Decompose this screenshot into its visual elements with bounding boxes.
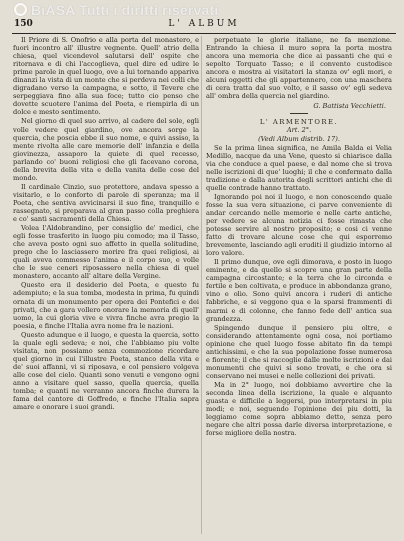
paragraph: Ma in 2° luogo, noi dobbiamo avvertire che la seconda linea della iscrizione, la quale e alquanto guasta e difficile a leggersi, puo interpretarsi in piu modi; e noi, seguendo l'opinione dei piu dotti, la leggiamo come sopra abbiamo detto, senza pero negare che altri possa darle diversa interpretazione, e forse migliore della nostra. [206, 380, 392, 438]
column-divider [201, 36, 202, 534]
watermark [14, 2, 218, 18]
watermark-text: BiASA Tutti i diritti riservati [31, 2, 219, 18]
left-column [13, 36, 199, 536]
page-header [14, 19, 394, 31]
circle-logo-icon [14, 3, 27, 16]
page-number: 150 [14, 19, 33, 29]
section-subtitle: Art. 2°. [286, 126, 312, 135]
paragraph: Il cardinale Cinzio, suo protettore, andava spesso a visitarlo, e lo conforto di parole di speranza; ma il Poeta, che sentiva avvicinarsi il suo fine, tranquillo e rassegnato, si preparava al gran passo colla preghiera e co' santi sacramenti della Chiesa. [13, 182, 199, 224]
paragraph: Volea l'Aldobrandino, per consiglio de' medici, che egli fosse trasferito in luogo piu comodo; ma il Tasso, che aveva posto ogni suo affetto in quella solitudine, prego che lo lasciassero morire fra quei religiosi, ai quali aveva commesso l'anima e il corpo suo, e volle che le sue ceneri riposassero nella chiesa di quel monastero, accanto all' altare della Vergine. [13, 224, 199, 281]
paragraph: Il Priore di S. Onofrio e alla porta del monastero, e fuori incontro all' illustre vegnente. Quell' atrio della chiesa, quel vicendevol salutarsi dell' ospite che ritornava e di chi l'accoglieva, quel dire ed udire le prime parole in quel luogo, ove a lui tornando appariva dinanzi la vista di un monte che si perdeva nei colli che digradano verso la campagna, e sotto, il Tevere che serpeggiava fino alla sua foce; tutto cio penso che dovette scuotere l'anima del Poeta, e riempirla di un dolce e mesto sentimento. [13, 36, 199, 117]
paragraph: Nel giorno di quel suo arrivo, al cadere del sole, egli volle vedere quel giardino, ove ancora sorge la quercia, che poscia ebbe il suo nome, e quivi assiso, la mente rivolta alle care memorie dell' infanzia e della giovinezza, assaporo la quiete di quel recesso, parlando co' buoni religiosi che gli facevano corona, della brevita della vita e della vanita delle cose del mondo. [13, 117, 199, 182]
section-divider [290, 113, 308, 114]
paragraph: Questo adunque e il luogo, e questa la quercia, sotto la quale egli sedeva; e noi, che l'abbiamo piu volte visitata, non possiamo senza commozione ricordare quel giorno in cui l'illustre Poeta, stanco della vita e de' suoi affanni, vi si riposava, e col pensiero volgeva alle cose del cielo. Quanti sono venuti e vengono ogni anno a visitare quel sasso, quella quercia, quella tomba; e quanti ne verranno ancora finche durera la fama del cantore di Goffredo, e finche l'Italia sapra amare e onorare i suoi grandi. [13, 330, 199, 412]
paragraph: Ignorando poi noi il luogo, e non conoscendo quale fosse la sua vera situazione, ci parve conveniente di andar cercando nelle memorie e nelle carte antiche, per vedere se alcuna notizia ci fosse rimasta che potesse servire al nostro proposito; e cosi ci venne fatto di trovare alcune cose che qui esporremo brevemente, lasciando agli eruditi il giudizio intorno al loro valore. [206, 192, 392, 258]
paragraph: Spingendo dunque il pensiero piu oltre, e considerando attentamente ogni cosa, noi portiamo opinione che quel luogo fosse abitato fin da tempi antichissimi, e che la sua popolazione fosse numerosa e fiorente; il che si raccoglie dalle molte iscrizioni e dai monumenti che quivi si sono trovati, e che ora si conservano nei musei e nelle collezioni dei privati. [206, 323, 392, 380]
section-note: (Vedi Album distrib. 17). [258, 134, 340, 143]
header-rule [12, 33, 396, 34]
paragraph: perpetuate le glorie italiane, ne fa menzione. Entrando la chiesa il muro sopra la porta mostra ancora una memoria che dice ai passanti che qui e sepolto Torquato Tasso; e il convento custodisce ancora e mostra ai visitatori la stanza ov' egli mori, e alcuni oggetti che gli appartennero, con una maschera di cera tratta dal suo volto, e il sasso ov' egli sedeva all' ombra della quercia nel giardino. [206, 36, 392, 101]
right-column [206, 36, 392, 536]
journal-title: L' ALBUM [168, 19, 240, 29]
section-title: L' ARMENTORE. [259, 118, 339, 127]
paragraph: Questo era il desiderio del Poeta, e questo fu adempiuto; e la sua tomba, modesta in prima, fu quindi ornata di un monumento per opera dei Pontefici e dei privati, che a gara vollero onorare la memoria di quell' uomo, la cui gloria vive e vivra finche avra pregio la poesia, e finche l'Italia avra nome fra le nazioni. [13, 281, 199, 330]
author-signature: G. Battista Vecchietti. [313, 102, 386, 111]
paragraph: Se la prima linea significa, ne Amila Balda ei Velia Medillo, nacque da una Vene, questo si chiarisce dalla via che conduce a quel paese, e dal nome che si trova nelle iscrizioni di que' luoghi; il che e confermato dalla tradizione e dalla autorita degli scrittori antichi che di quelle contrade hanno trattato. [206, 143, 392, 192]
paragraph: Il primo dunque, ove egli dimorava, e posto in luogo eminente, e da quello si scopre una gran parte della campagna circostante; e la terra che lo circonda e fertile e ben coltivata, e produce in abbondanza grano, vino e olio. Sono quivi ancora i ruderi di antiche fabbriche, e si veggono qua e la sparsi frammenti di marmi e di colonne, che fanno fede dell' antica sua grandezza. [206, 258, 392, 323]
